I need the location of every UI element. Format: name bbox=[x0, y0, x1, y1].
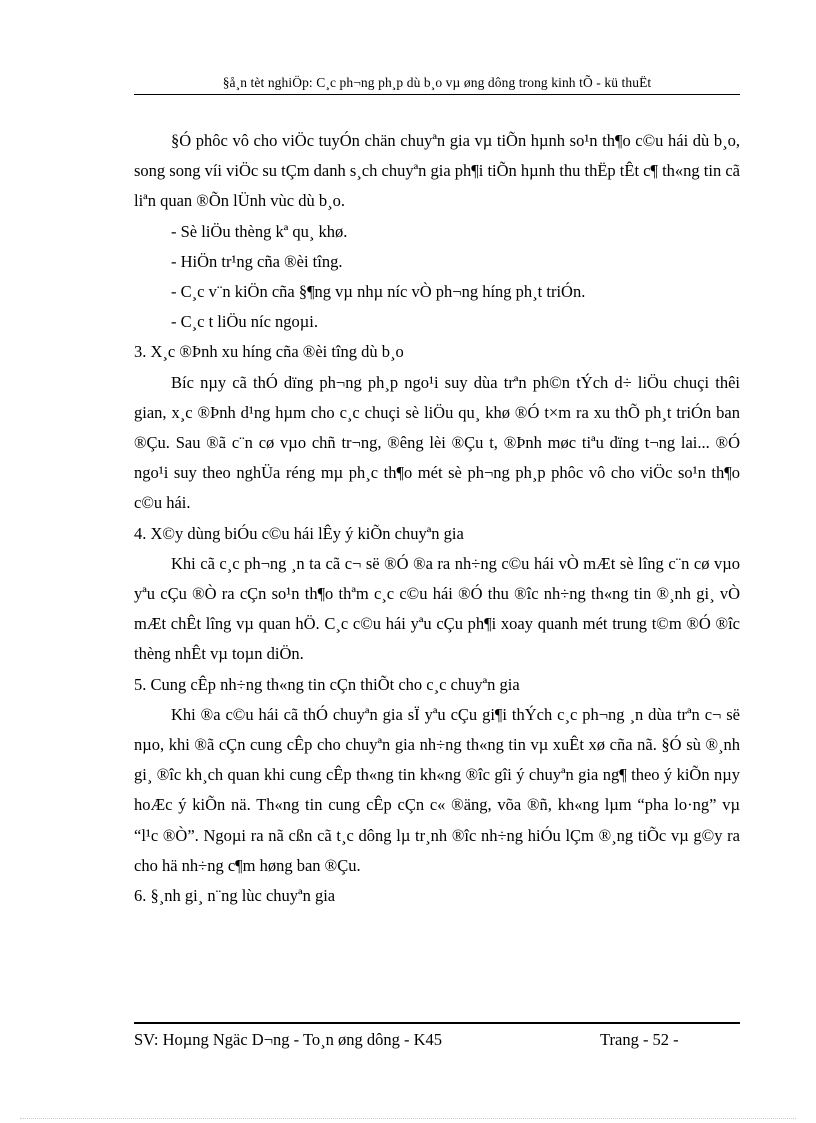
intro-paragraph: §Ó phôc vô cho viÖc tuyÓn chän chuyªn gia vµ tiÕn hµnh so¹n th¶o c©u hái dù b¸o, song song víi viÖc su tÇm danh s¸ch chuyªn gia ph¶i tiÕn hµnh thu thËp tÊt c¶ th«ng tin cã liªn quan ®Õn lÜnh vùc dù b¸o. bbox=[134, 131, 740, 211]
section-heading-4: 4. X©y dùng biÓu c©u hái lÊy ý kiÕn chuyªn gia bbox=[134, 523, 464, 543]
document-body bbox=[134, 126, 740, 911]
page-edge-divider bbox=[20, 1118, 796, 1119]
bullet-statistics: - Sè liÖu thèng kª qu¸ khø. bbox=[171, 221, 348, 241]
bullet-party-documents: - C¸c v¨n kiÖn cña §¶ng vµ nhµ níc vÒ ph¬ng híng ph¸t triÓn. bbox=[171, 282, 586, 302]
section-heading-5: 5. Cung cÊp nh÷ng th«ng tin cÇn thiÕt cho c¸c chuyªn gia bbox=[134, 674, 520, 694]
section-5-paragraph: Khi ®a c©u hái cã thÓ chuyªn gia sÏ yªu cÇu gi¶i thÝch c¸c ph¬ng ¸n dùa trªn c¬ së nµo, khi ®ã cÇn cung cÊp cho chuyªn gia nh÷ng th«ng tin vµ xuÊt xø cña nã. §Ó sù ®¸nh gi¸ ®îc kh¸ch quan khi cung cÊp th«ng tin kh«ng ®îc gîi ý chuyªn gia ng¶ theo ý kiÕn nµy hoÆc ý kiÕn nä. Th«ng tin cung cÊp cÇn c« ®äng, võa ®ñ, kh«ng lµm “pha lo·ng” vµ “l¹c ®Ò”. Ngoµi ra nã cßn cã t¸c dông lµ tr¸nh ®îc nh÷ng hiÓu lÇm ®¸ng tiÕc vµ g©y ra cho hä nh÷ng c¶m høng ban ®Çu. bbox=[134, 704, 740, 875]
section-3-paragraph: Bíc nµy cã thÓ dïng ph¬ng ph¸p ngo¹i suy dùa trªn ph©n tÝch d÷ liÖu chuçi thêi gian, x¸c ®Þnh d¹ng hµm cho c¸c chuçi sè liÖu qu¸ khø ®Ó t×m ra xu thÕ ph¸t triÓn ban ®Çu. Sau ®ã c¨n cø vµo chñ tr¬ng, ®êng lèi ®Çu t, ®Þnh møc tiªu dïng t¬ng lai... ®Ó ngo¹i suy theo nghÜa réng mµ ph¸c th¶o mét sè ph¬ng ph¸p phôc vô cho viÖc so¹n th¶o c©u hái. bbox=[134, 372, 740, 513]
page-header: §å¸n tèt nghiÖp: C¸c ph¬ng ph¸p dù b¸o vµ øng dông trong kinh tÕ - kü thuËt bbox=[134, 75, 740, 95]
page-number: Trang - 52 - bbox=[600, 1030, 679, 1049]
bullet-foreign-materials: - C¸c t liÖu níc ngoµi. bbox=[171, 312, 318, 332]
footer-divider bbox=[134, 1022, 740, 1024]
footer-author: SV: Hoµng Ngäc D¬ng - To¸n øng dông - K45 bbox=[134, 1030, 443, 1049]
section-heading-6: 6. §¸nh gi¸ n¨ng lùc chuyªn gia bbox=[134, 886, 336, 906]
section-heading-3: 3. X¸c ®Þnh xu híng cña ®èi tîng dù b¸o bbox=[134, 342, 404, 362]
section-4-paragraph: Khi cã c¸c ph¬ng ¸n ta cã c¬ së ®Ó ®a ra nh÷ng c©u hái vÒ mÆt sè lîng c¨n cø vµo yªu cÇu ®Ò ra cÇn so¹n th¶o thªm c¸c c©u hái ®Ó thu ®îc nh÷ng th«ng tin ®¸nh gi¸ vÒ mÆt chÊt lîng vµ quan hÖ. C¸c c©u hái yªu cÇu ph¶i xoay quanh mét trung t©m ®Ó ®îc thèng nhÊt vµ toµn diÖn. bbox=[134, 553, 740, 664]
bullet-current-state: - HiÖn tr¹ng cña ®èi tîng. bbox=[171, 251, 343, 271]
